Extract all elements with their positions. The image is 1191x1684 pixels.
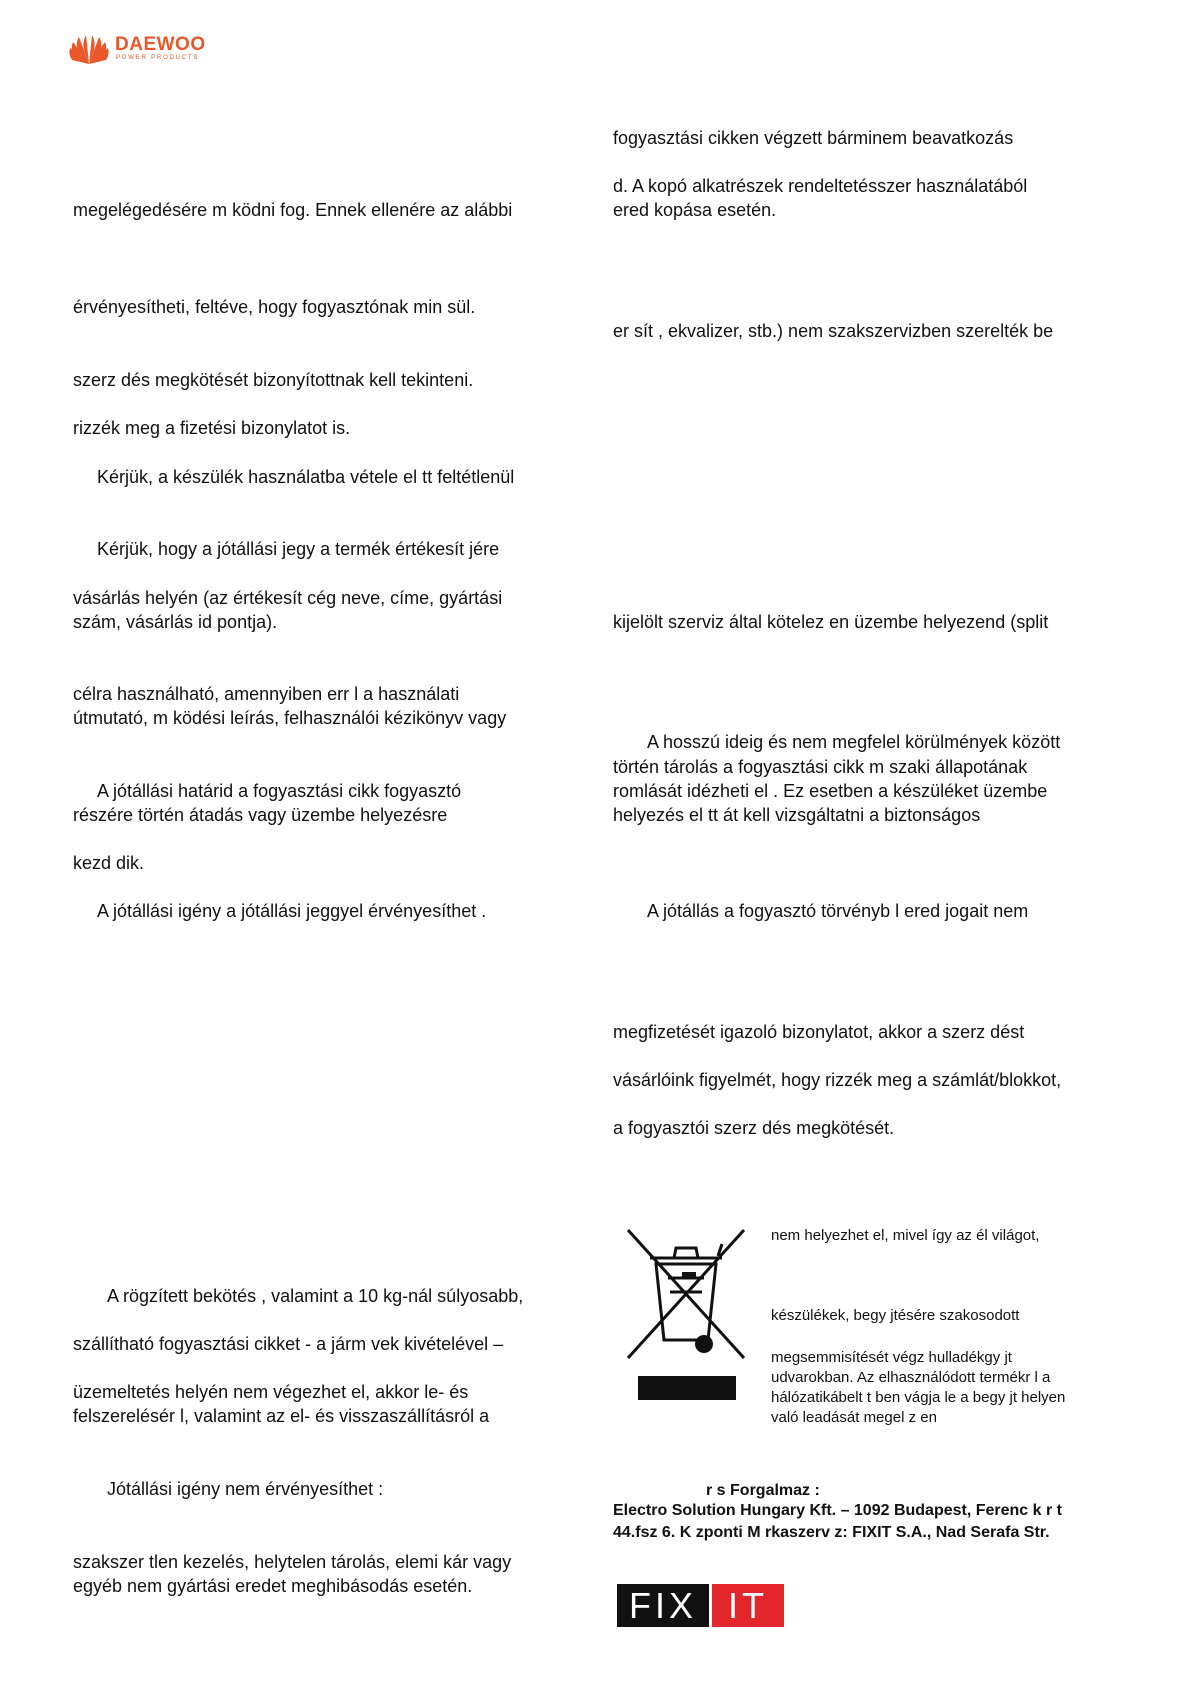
- right-text-line: d. A kopó alkatrészek rendeltetésszer használatából: [613, 176, 1028, 196]
- fixit-logo: [617, 1584, 784, 1627]
- daewoo-fan-icon: [66, 34, 112, 66]
- left-text-line: vásárlás helyén (az értékesít cég neve, címe, gyártási: [73, 588, 503, 608]
- left-text-line: útmutató, m ködési leírás, felhasználói kézikönyv vagy: [73, 708, 507, 728]
- left-text-line: üzemeltetés helyén nem végezhet el, akkor le- és: [73, 1382, 469, 1402]
- fixit-logo-left: FIX: [617, 1584, 709, 1627]
- brand-tagline: POWER PRODUCTS: [116, 55, 200, 61]
- right-text-line: romlását idézheti el . Ez esetben a készüléket üzembe: [613, 781, 1048, 801]
- right-text-line: a fogyasztói szerz dés megkötését.: [613, 1118, 895, 1138]
- weee-crossed-bin-icon: [626, 1228, 746, 1408]
- left-text-line: Jótállási igény nem érvényesíthet :: [107, 1479, 384, 1499]
- distributor-line: 44.fsz 6. K zponti M rkaszerv z: FIXIT S.A., Nad Serafa Str.: [613, 1524, 1050, 1541]
- right-text-line: ered kopása esetén.: [613, 200, 777, 220]
- fixit-logo-right: IT: [712, 1584, 784, 1627]
- recycling-note: való leadását megel z en: [771, 1409, 937, 1426]
- right-text-line: vásárlóink figyelmét, hogy rizzék meg a számlát/blokkot,: [613, 1070, 1062, 1090]
- left-text-line: kezd dik.: [73, 853, 145, 873]
- left-text-line: A rögzített bekötés , valamint a 10 kg-nál súlyosabb,: [107, 1286, 524, 1306]
- left-text-line: A jótállási határid a fogyasztási cikk fogyasztó: [97, 781, 462, 801]
- recycling-note: készülékek, begy jtésére szakosodott: [771, 1307, 1020, 1324]
- right-text-line: kijelölt szerviz által kötelez en üzembe helyezend (split: [613, 612, 1049, 632]
- distributor-heading: r s Forgalmaz :: [706, 1482, 820, 1499]
- daewoo-logo: [66, 34, 226, 70]
- left-text-line: szakszer tlen kezelés, helytelen tárolás, elemi kár vagy: [73, 1552, 512, 1572]
- distributor-line: Electro Solution Hungary Kft. – 1092 Budapest, Ferenc k r t: [613, 1502, 1062, 1519]
- left-text-line: Kérjük, a készülék használatba vétele el tt feltétlenül: [97, 467, 515, 487]
- right-text-line: er sít , ekvalizer, stb.) nem szakszervizben szerelték be: [613, 321, 1054, 341]
- left-text-line: felszerelésér l, valamint az el- és visszaszállításról a: [73, 1406, 490, 1426]
- brand-name: DAEWOO: [115, 34, 206, 55]
- right-text-line: megfizetését igazoló bizonylatot, akkor a szerz dést: [613, 1022, 1025, 1042]
- left-text-line: Kérjük, hogy a jótállási jegy a termék értékesít jére: [97, 539, 500, 559]
- recycling-note: hálózatikábelt t ben vágja le a begy jt helyen: [771, 1389, 1066, 1406]
- left-text-line: egyéb nem gyártási eredet meghibásodás esetén.: [73, 1576, 473, 1596]
- left-text-line: részére történ átadás vagy üzembe helyezésre: [73, 805, 448, 825]
- right-text-line: A jótállás a fogyasztó törvényb l ered jogait nem: [647, 901, 1029, 921]
- left-text-line: A jótállási igény a jótállási jeggyel érvényesíthet .: [97, 901, 487, 921]
- left-text-line: szállítható fogyasztási cikket - a járm vek kivételével –: [73, 1334, 504, 1354]
- right-text-line: helyezés el tt át kell vizsgáltatni a biztonságos: [613, 805, 981, 825]
- right-text-line: A hosszú ideig és nem megfelel körülmények között: [647, 732, 1061, 752]
- recycling-note: udvarokban. Az elhasználódott termékr l a: [771, 1369, 1051, 1386]
- recycling-note: nem helyezhet el, mivel így az él világot,: [771, 1227, 1040, 1244]
- left-text-line: megelégedésére m ködni fog. Ennek ellenére az alábbi: [73, 200, 513, 220]
- left-text-line: érvényesítheti, feltéve, hogy fogyasztónak min sül.: [73, 297, 476, 317]
- recycling-note: megsemmisítését végz hulladékgy jt: [771, 1349, 1012, 1366]
- left-text-line: szám, vásárlás id pontja).: [73, 612, 278, 632]
- left-text-line: rizzék meg a fizetési bizonylatot is.: [73, 418, 351, 438]
- left-text-line: szerz dés megkötését bizonyítottnak kell tekinteni.: [73, 370, 474, 390]
- right-text-line: történ tárolás a fogyasztási cikk m szaki állapotának: [613, 757, 1028, 777]
- right-text-line: fogyasztási cikken végzett bárminem beavatkozás: [613, 128, 1014, 148]
- left-text-line: célra használható, amennyiben err l a használati: [73, 684, 460, 704]
